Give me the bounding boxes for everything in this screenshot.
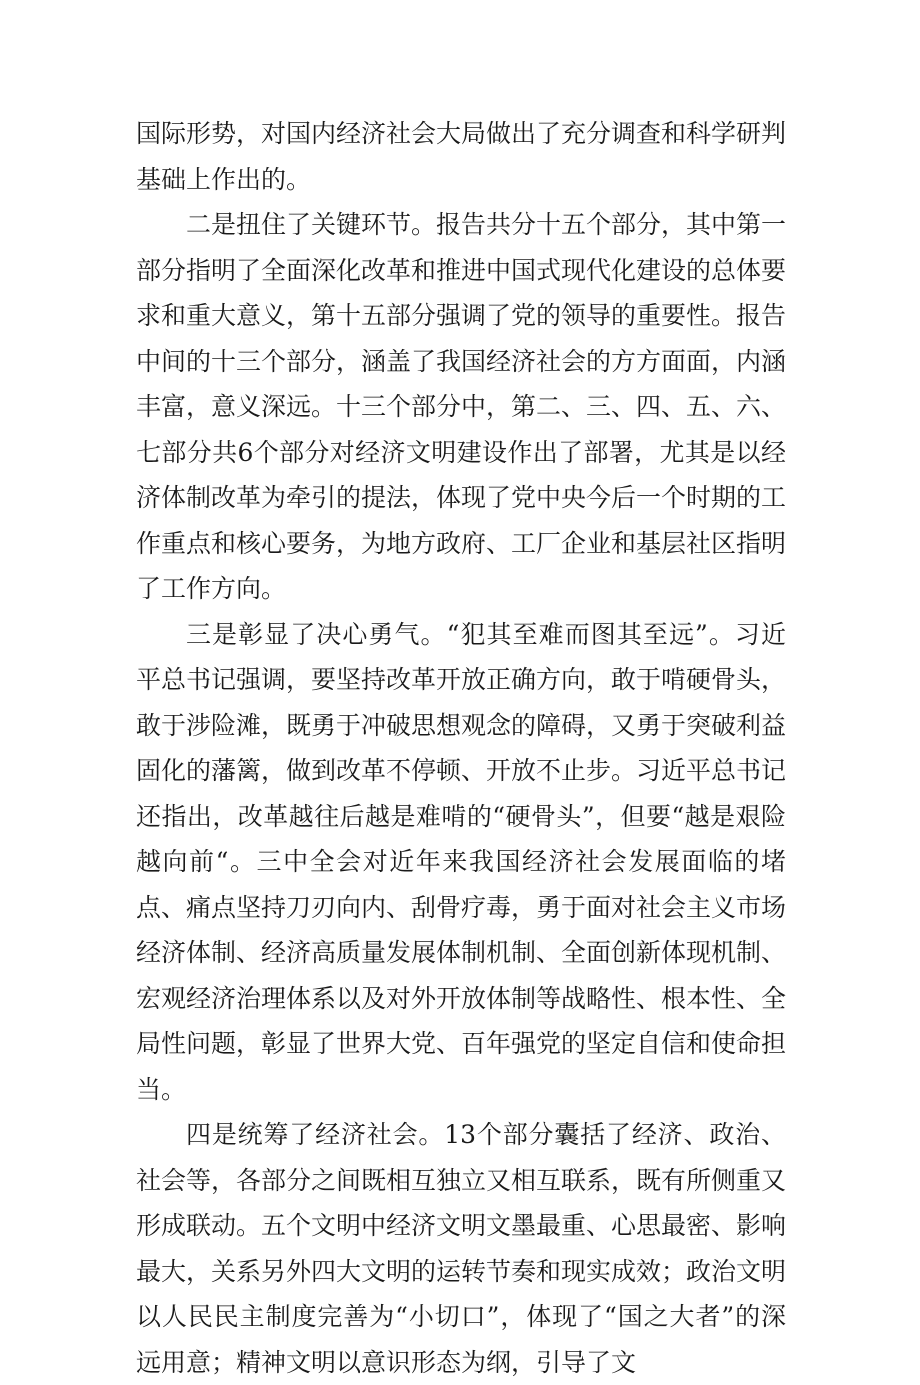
paragraph-point-three: 三是彰显了决心勇气。“犯其至难而图其至远”。习近平总书记强调，要坚持改革开放正确方向，敢于啃硬骨头，敢于涉险滩，既勇于冲破思想观念的障碍，又勇于突破利益固化的藩篱，做到改革不停顿、开放不止步。习近平总书记还指出，改革越往后越是难啃的“硬骨头”，但要“越是艰险越向前“。三中全会对近年来我国经济社会发展面临的堵点、痛点坚持刀刃向内、刮骨疗毒，勇于面对社会主义市场经济体制、经济高质量发展体制机制、全面创新体现机制、宏观经济治理体系以及对外开放体制等战略性、根本性、全局性问题，彰显了世界大党、百年强党的坚定自信和使命担当。 — [136, 619, 787, 1104]
paragraph-intro-continued: 国际形势，对国内经济社会大局做出了充分调查和科学研判基础上作出的。 — [136, 119, 787, 194]
paragraph-point-four: 四是统筹了经济社会。13个部分囊括了经济、政治、社会等，各部分之间既相互独立又相互联系，既有所侧重又形成联动。五个文明中经济文明文墨最重、心思最密、影响最大，关系另外四大文明的运转节奏和现实成效；政治文明以人民民主制度完善为“小切口”，体现了“国之大者”的深远用意；精神文明以意识形态为纲，引导了文 — [136, 1120, 787, 1377]
paragraph-point-two: 二是扭住了关键环节。报告共分十五个部分，其中第一部分指明了全面深化改革和推进中国式现代化建设的总体要求和重大意义，第十五部分强调了党的领导的重要性。报告中间的十三个部分，涵盖了我国经济社会的方方面面，内涵丰富，意义深远。十三个部分中，第二、三、四、五、六、七部分共6个部分对经济文明建设作出了部署，尤其是以经济体制改革为牵引的提法，体现了党中央今后一个时期的工作重点和核心要务，为地方政府、工厂企业和基层社区指明了工作方向。 — [136, 210, 787, 603]
document-body — [136, 111, 786, 1385]
